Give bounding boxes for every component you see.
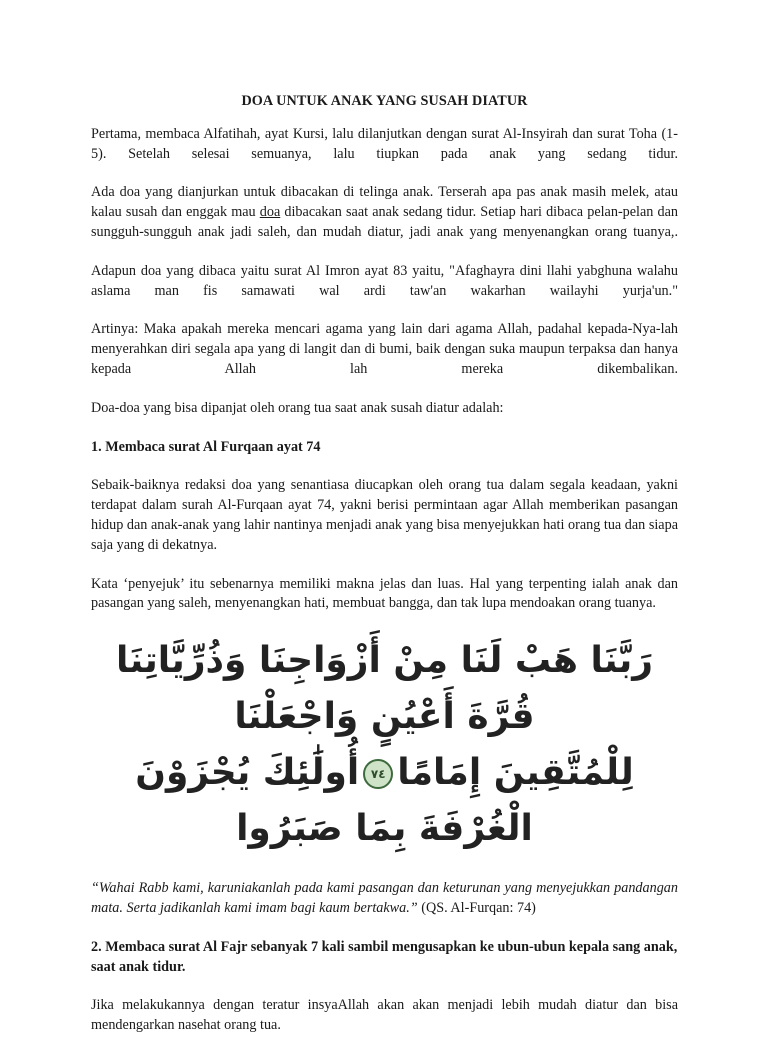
paragraph-fajr: Jika melakukannya dengan teratur insyaAllah akan akan menjadi lebih mudah diatur dan bisa mendengarkan nasehat orang tua. [91, 997, 678, 1034]
document-title: DOA UNTUK ANAK YANG SUSAH DIATUR [241, 93, 528, 109]
arabic-line-1: رَبَّنَا هَبْ لَنَا مِنْ أَزْوَاجِنَا وَذُرِّيَّاتِنَا قُرَّةَ أَعْيُنٍ وَاجْعَلْنَا [116, 640, 653, 738]
paragraph-translation [91, 879, 678, 919]
paragraph-intro: Pertama, membaca Alfatihah, ayat Kursi, lalu dilanjutkan dengan surat Al-Insyirah dan surat Toha (1-5). Setelah selesai semuanya, lalu tiupkan pada anak yang sedang tidur. [91, 125, 678, 162]
paragraph-doa-telinga-text-2: dibacakan saat anak sedang tidur. Setiap hari dibaca pelan-pelan dan sungguh-sungguh anak jadi saleh, dan mudah diatur, jadi anak yang menyenangkan orang tuanya,. [91, 204, 679, 240]
section-heading-fajr: 2. Membaca surat Al Fajr sebanyak 7 kali sambil mengusapkan ke ubun-ubun kepala sang anak, saat anak tidur. [91, 938, 678, 975]
paragraph-doa-telinga [91, 183, 678, 242]
paragraph-furqaan-2: Kata ‘penyejuk’ itu sebenarnya memiliki makna jelas dan luas. Hal yang terpenting ialah anak dan pasangan yang saleh, menyenangkan hati, membuat bangga, dan tak lupa mendoakan orang tuanya. [91, 575, 678, 612]
paragraph-doa-telinga-text-1: Ada doa yang dianjurkan untuk dibacakan di telinga anak. Terserah apa pas anak masih melek, atau kalau susah dan enggak mau [91, 184, 678, 221]
verse-number-icon: ٧٤ [363, 759, 393, 789]
translation-text: “Wahai Rabb kami, karuniakanlah pada kami pasangan dan keturunan yang menyejukkan pandangan mata. Serta jadikanlah kami imam bagi kaum bertakwa.” [91, 880, 678, 916]
translation-reference: (QS. Al-Furqan: 74) [417, 899, 536, 916]
arabic-line-2-part-1: لِلْمُتَّقِينَ إِمَامًا [397, 752, 634, 794]
paragraph-furqaan-1: Sebaik-baiknya redaksi doa yang senantiasa diucapkan oleh orang tua dalam segala keadaan, yakni terdapat dalam surah Al-Furqaan ayat 74, yakni berisi permintaan agar Allah memberikan pasangan hidup dan anak-anak yang lahir nantinya menjadi anak yang bisa menyejukkan hati orang tua dan siapa saja yang di dekatnya. [91, 477, 678, 553]
arabic-line-2-part-2: أُولَٰئِكَ يُجْزَوْنَ الْغُرْفَةَ بِمَا صَبَرُوا [135, 752, 533, 850]
paragraph-doa-list-intro: Doa-doa yang bisa dipanjat oleh orang tua saat anak susah diatur adalah: [91, 399, 504, 416]
paragraph-artinya: Artinya: Maka apakah mereka mencari agama yang lain dari agama Allah, padahal kepada-Nya-lah menyerahkan diri segala apa yang di langit dan di bumi, baik dengan suka maupun terpaksa dan hanya kepada Allah lah mereka dikembalikan. [91, 321, 678, 377]
arabic-line-2 [91, 745, 678, 857]
section-heading-furqaan: 1. Membaca surat Al Furqaan ayat 74 [91, 438, 321, 455]
paragraph-al-imron: Adapun doa yang dibaca yaitu surat Al Imron ayat 83 yaitu, "Afaghayra dini llahi yabghuna walahu aslama man fis samawati wal ardi taw'an wakarhan wailayhi yurja'un." [91, 262, 678, 299]
document-content [91, 92, 678, 1055]
doa-link[interactable]: doa [259, 204, 281, 221]
arabic-verse [91, 633, 678, 857]
